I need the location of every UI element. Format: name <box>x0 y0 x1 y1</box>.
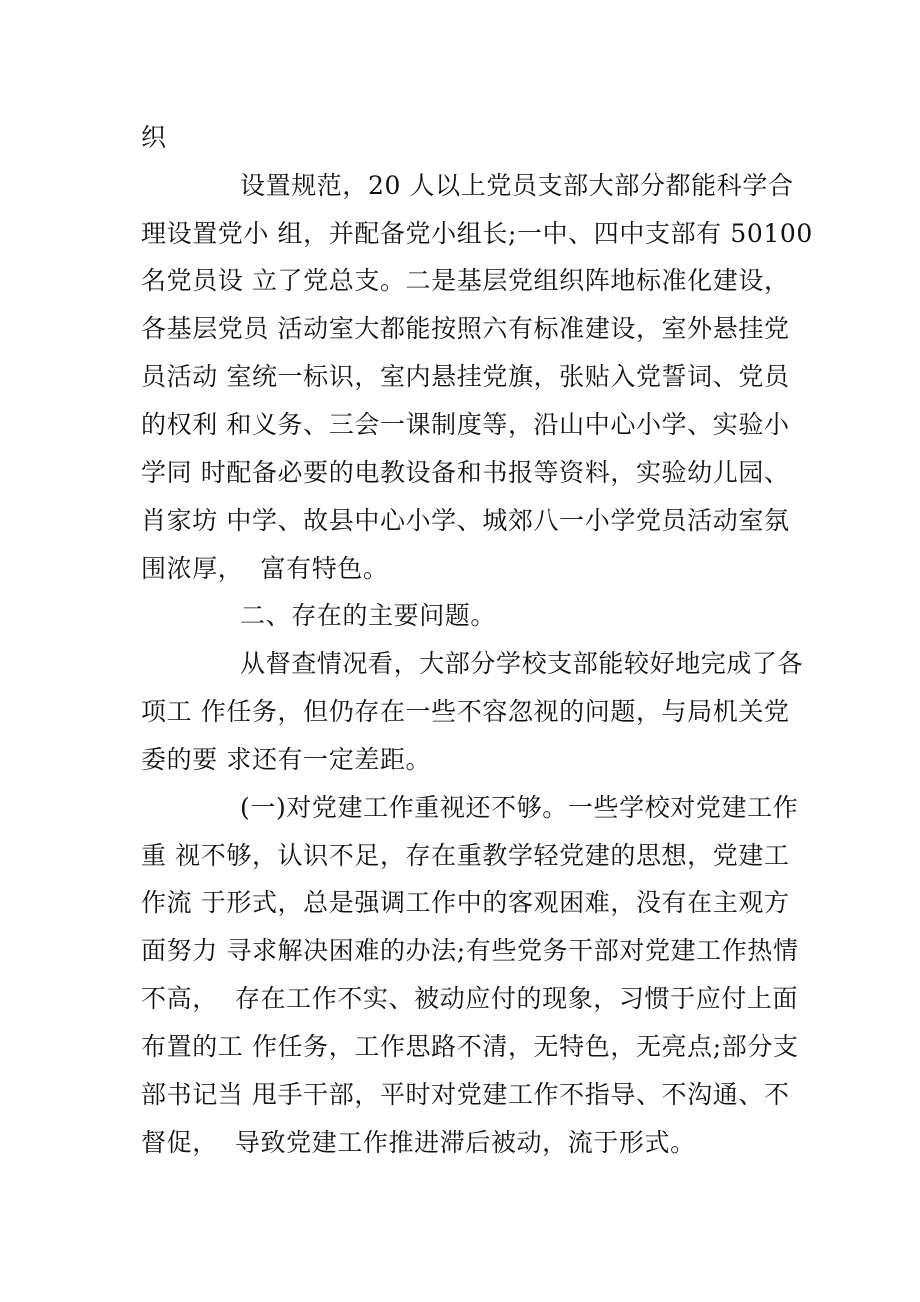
paragraph-first-line: 从督查情况看，大部分学校支部能较好地完成了各 <box>240 649 804 678</box>
text-line: 围浓厚， 富有特色。 <box>141 554 389 583</box>
text-line: 作流 于形式，总是强调工作中的客观困难，没有在主观方 <box>141 888 790 917</box>
text-line: 员活动 室统一标识，室内悬挂党旗，张贴入党誓词、党员 <box>141 362 790 391</box>
text-line: 的权利 和义务、三会一课制度等，沿山中心小学、实验小 <box>141 410 790 439</box>
text-line: 重 视不够，认识不足，存在重教学轻党建的思想，党建工 <box>141 841 790 870</box>
text-line: 布置的工 作任务，工作思路不清，无特色，无亮点;部分支 <box>141 1032 799 1061</box>
text-line: 部书记当 甩手干部，平时对党建工作不指导、不沟通、不 <box>141 1080 790 1109</box>
text-line: 不高， 存在工作不实、被动应付的现象，习惯于应付上面 <box>141 984 799 1013</box>
text-line: 项工 作任务，但仍存在一些不容忽视的问题，与局机关党 <box>141 697 790 726</box>
text-line: 学同 时配备必要的电教设备和书报等资料，实验幼儿园、 <box>141 458 790 487</box>
paragraph-first-line: 设置规范，20 人以上党员支部大部分都能科学合 <box>240 171 794 200</box>
text-line: 面努力 寻求解决困难的办法;有些党务干部对党建工作热情 <box>141 936 799 965</box>
paragraph-first-line: (一)对党建工作重视还不够。一些学校对党建工作 <box>240 793 799 822</box>
text-line: 各基层党员 活动室大都能按照六有标准建设，室外悬挂党 <box>141 314 790 343</box>
text-line: 肖家坊 中学、故县中心小学、城郊八一小学党员活动室氛 <box>141 506 790 535</box>
text-line: 名党员设 立了党总支。二是基层党组织阵地标准化建设， <box>141 266 790 295</box>
text-line: 织 <box>141 123 167 152</box>
text-line: 委的要 求还有一定差距。 <box>141 745 432 774</box>
section-heading: 二、存在的主要问题。 <box>240 601 497 630</box>
text-line: 理设置党小 组，并配备党小组长;一中、四中支部有 50100 <box>141 219 813 248</box>
text-line: 督促， 导致党建工作推进滞后被动，流于形式。 <box>141 1128 696 1157</box>
